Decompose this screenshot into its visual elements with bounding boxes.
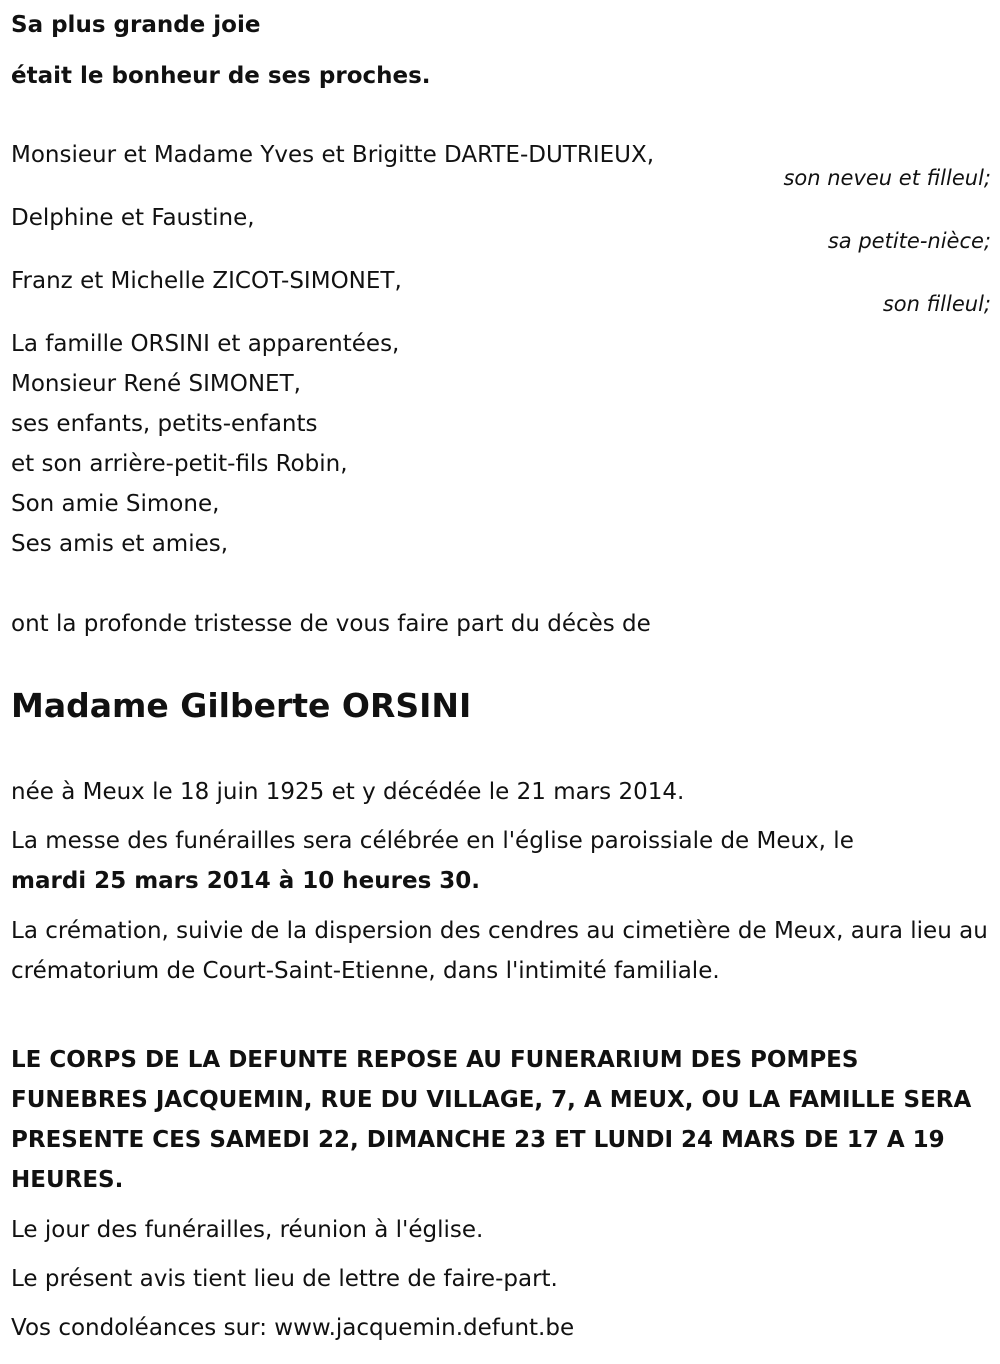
mass-info — [11, 821, 991, 901]
mourner-name-1: Monsieur et Madame Yves et Brigitte DARTE-DUTRIEUX, — [11, 142, 655, 168]
condolences-text: Vos condoléances sur: www.jacquemin.defunt.be — [11, 1315, 575, 1341]
visitation-info: LE CORPS DE LA DEFUNTE REPOSE AU FUNERARIUM DES POMPES FUNEBRES JACQUEMIN, RUE DU VILLAGE, 7, A MEUX, OU LA FAMILLE SERA PRESENTE CES SAMEDI 22, DIMANCHE 23 ET LUNDI 24 MARS DE 17 A 19 HEURES. — [11, 1047, 972, 1193]
mass-text: La messe des funérailles sera célébrée en l'église paroissiale de Meux, le — [11, 828, 854, 854]
notice-text: Le présent avis tient lieu de lettre de faire-part. — [11, 1266, 558, 1292]
mass-datetime: mardi 25 mars 2014 à 10 heures 30. — [11, 868, 481, 894]
mourner-relation-3: son filleul; — [882, 292, 991, 316]
deceased-name: Madame Gilberte ORSINI — [11, 686, 472, 725]
family-line-6: Ses amis et amies, — [11, 531, 229, 557]
family-line-3: ses enfants, petits-enfants — [11, 411, 318, 437]
family-line-4: et son arrière-petit-fils Robin, — [11, 451, 348, 477]
mourner-relation-2: sa petite-nièce; — [827, 229, 991, 253]
announcement: ont la profonde tristesse de vous faire part du décès de — [11, 611, 651, 637]
family-line-5: Son amie Simone, — [11, 491, 220, 517]
motto-line-1: Sa plus grande joie — [11, 12, 261, 38]
motto-line-2: était le bonheur de ses proches. — [11, 63, 431, 89]
family-line-2: Monsieur René SIMONET, — [11, 371, 301, 397]
mourner-name-2: Delphine et Faustine, — [11, 205, 255, 231]
birth-death: née à Meux le 18 juin 1925 et y décédée le 21 mars 2014. — [11, 779, 685, 805]
gathering-info: Le jour des funérailles, réunion à l'église. — [11, 1217, 484, 1243]
mourner-relation-1: son neveu et filleul; — [783, 166, 991, 190]
cremation-info: La crémation, suivie de la dispersion des cendres au cimetière de Meux, aura lieu au crématorium de Court-Saint-Etienne, dans l'intimité familiale. — [11, 918, 988, 984]
mourner-name-3: Franz et Michelle ZICOT-SIMONET, — [11, 268, 402, 294]
family-line-1: La famille ORSINI et apparentées, — [11, 331, 400, 357]
